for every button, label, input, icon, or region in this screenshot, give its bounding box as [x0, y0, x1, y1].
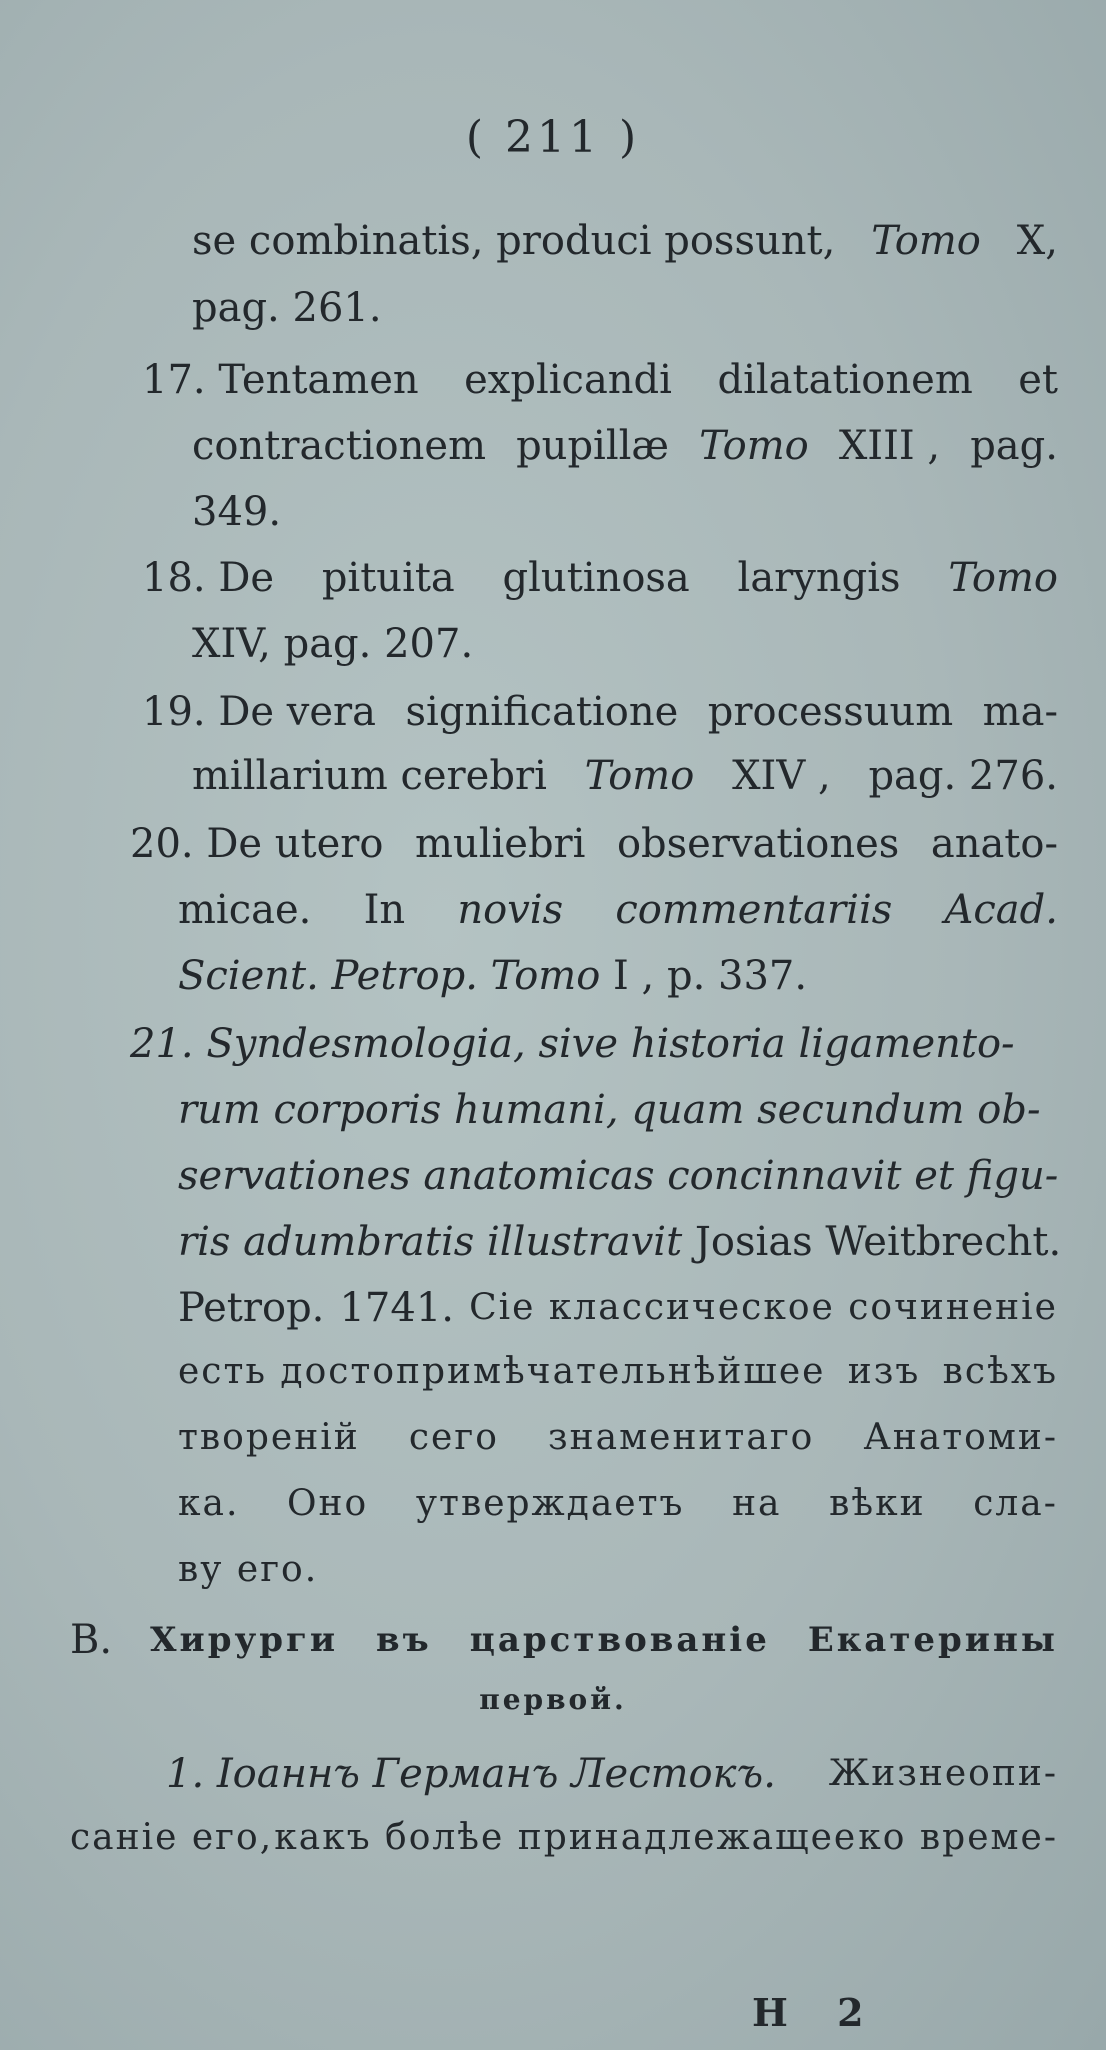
text-line: ву его.: [178, 1549, 319, 1590]
text-line: твореній сего знаменитаго Анатоми-: [178, 1417, 1058, 1458]
list-item-20: 20. De utero muliebri observationes anato-: [130, 821, 1058, 867]
text-line: se combinatis, produci possunt, Tomo X,: [192, 218, 1058, 264]
text-line: ris adumbratis illustravit Josias Weitbrecht.: [178, 1219, 1062, 1265]
list-item-17: 17. Tentamen explicandi dilatationem et: [142, 357, 1058, 403]
text-line: Scient. Petrop. Tomo I , p. 337.: [178, 953, 808, 999]
text-line: micae. In novis commentariis Acad.: [178, 887, 1058, 933]
text-line: саніе его, какъ болѣе принадлежащее ко време-: [70, 1817, 1058, 1858]
list-item-18: 18. De pituita glutinosa laryngis Tomo: [142, 555, 1058, 601]
list-item-21: 21. Syndesmologia, sive historia ligamento-: [130, 1021, 1015, 1067]
section-heading-sub: первой.: [479, 1683, 627, 1716]
text-line: rum corporis humani, quam secundum ob-: [178, 1087, 1041, 1133]
text-line: 349.: [192, 489, 282, 535]
text-line: ка. Оно утверждаетъ на вѣки сла-: [178, 1483, 1058, 1524]
section-heading: В. Хирурги въ царствованіе Екатерины: [70, 1617, 1058, 1663]
text-line: servationes anatomicas concinnavit et figu-: [178, 1153, 1059, 1199]
text-line: есть достопримѣчательнѣйшее изъ всѣхъ: [178, 1351, 1058, 1392]
text-line: XIV, pag. 207.: [192, 621, 474, 667]
list-item-1: 1. Іоаннъ Германъ Лестокъ. Жизнеопи-: [166, 1751, 1058, 1797]
text-line: Petrop. 1741. Сіе классическое сочиненіе: [178, 1285, 1058, 1331]
text-line: millarium cerebri Tomo XIV , pag. 276.: [192, 753, 1058, 799]
text-line: pag. 261.: [192, 285, 382, 331]
text-line: contractionem pupillæ Tomo XIII , pag.: [192, 423, 1058, 469]
signature-mark: Н 2: [752, 1990, 882, 2035]
list-item-19: 19. De vera significatione processuum ma-: [142, 689, 1058, 735]
page-number: ( 211 ): [465, 112, 641, 163]
